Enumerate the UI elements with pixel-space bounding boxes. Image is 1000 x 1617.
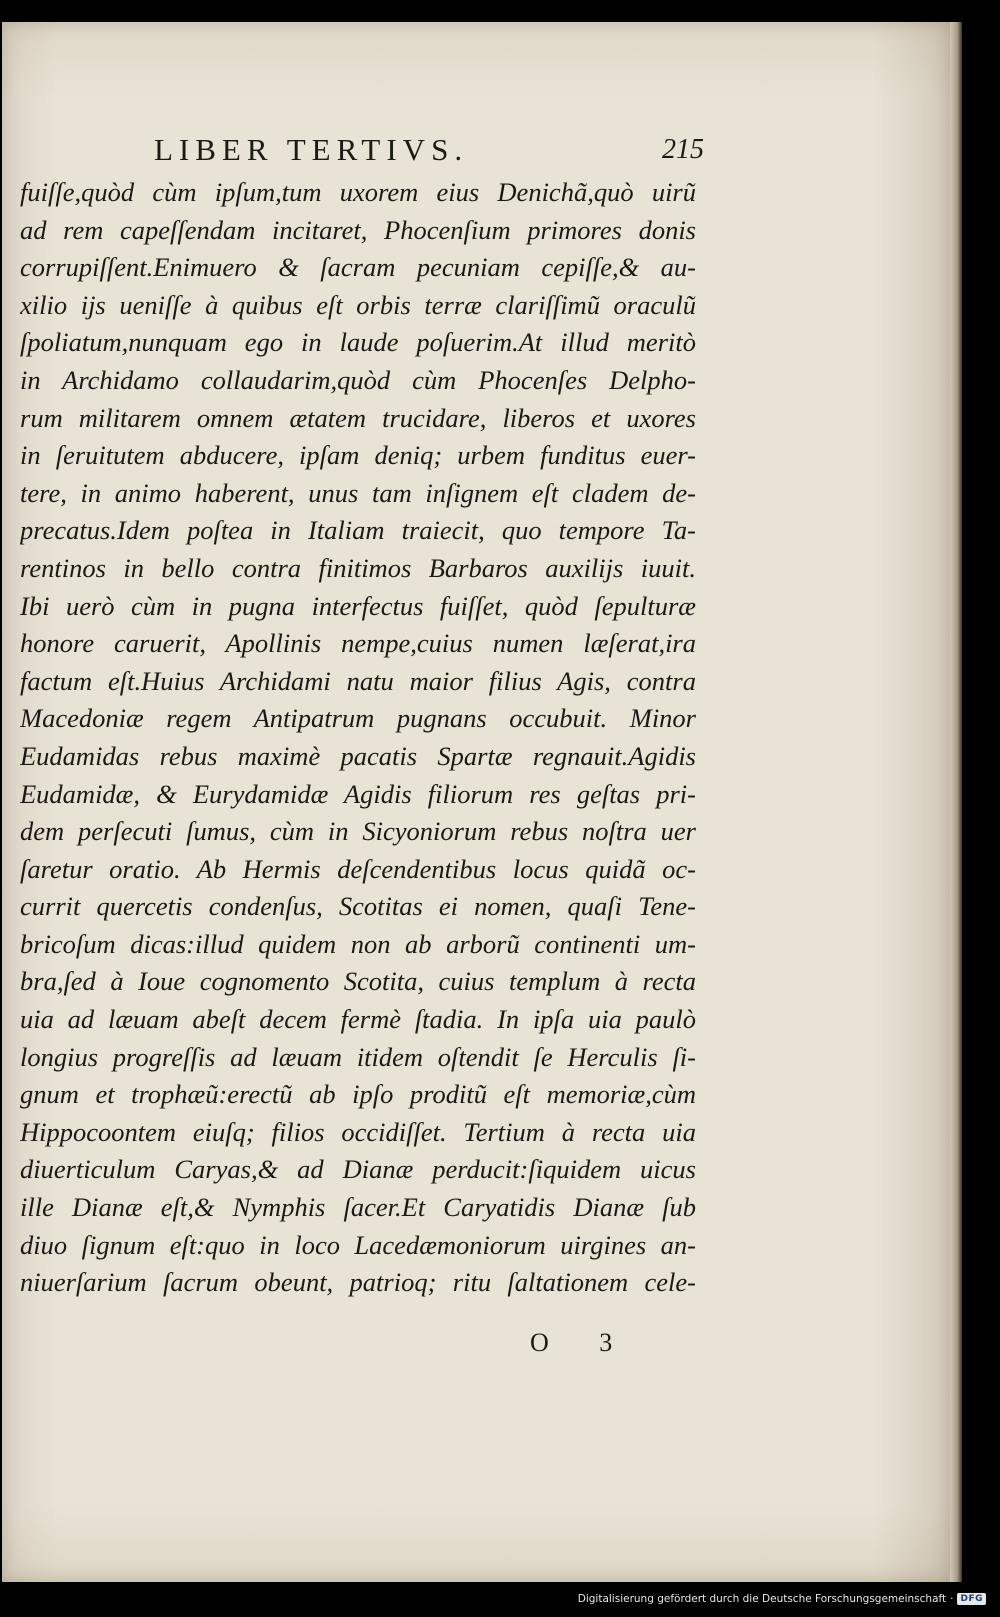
text-line: Macedoniæ regem Antipatrum pugnans occubuit. Minor [20, 703, 696, 734]
book-page [2, 22, 950, 1582]
text-line: rum militarem omnem ætatem trucidare, liberos et uxores [20, 402, 696, 433]
funding-credit-text: Digitalisierung gefördert durch die Deutsche Forschungsgemeinschaft [577, 1593, 947, 1605]
text-line: diuo ſignum eſt:quo in loco Lacedæmoniorum uirgines an- [20, 1229, 696, 1260]
page-number: 215 [662, 134, 704, 165]
text-line: tere, in animo haberent, unus tam inſignem eſt cladem de- [20, 477, 696, 508]
text-line: diuerticulum Caryas,& ad Dianæ perducit:ſiquidem uicus [20, 1154, 696, 1185]
text-line: precatus.Idem poſtea in Italiam traiecit, quo tempore Ta- [20, 515, 696, 546]
text-line: factum eſt.Huius Archidami natu maior filius Agis, contra [20, 665, 696, 696]
text-line: Eudamidas rebus maximè pacatis Spartæ regnauit.Agidis [20, 740, 696, 771]
text-line: fuiſſe,quòd cùm ipſum,tum uxorem eius Denichã,quò uirũ [20, 177, 696, 207]
text-line: gnum et trophæũ:erectũ ab ipſo proditũ eſt memoriæ,cùm [20, 1079, 696, 1110]
text-line: bricoſum dicas:illud quidem non ab arborũ continenti um- [20, 928, 696, 959]
text-line: ad rem capeſſendam incitaret, Phocenſium primores donis [20, 214, 696, 245]
text-line: in Archidamo collaudarim,quòd cùm Phocenſes Delpho- [20, 364, 696, 395]
text-line: longius progreſſis ad læuam itidem oſtendit ſe Herculis ſi- [20, 1041, 696, 1072]
text-line: uia ad læuam abeſt decem fermè ſtadia. In ipſa uia paulò [20, 1004, 696, 1035]
text-line: corrupiſſent.Enimuero & ſacram pecuniam cepiſſe,& au- [20, 252, 696, 283]
text-line: rentinos in bello contra finitimos Barbaros auxilijs iuuit. [20, 552, 696, 583]
text-line: Eudamidæ, & Eurydamidæ Agidis filiorum res geſtas pri- [20, 778, 696, 809]
funding-credit: Digitalisierung gefördert durch die Deutsche Forschungsgemeinschaft · DFG [578, 1593, 986, 1605]
dfg-logo: DFG [957, 1593, 986, 1605]
text-line: ille Dianæ eſt,& Nymphis ſacer.Et Caryatidis Dianæ ſub [20, 1192, 696, 1223]
running-head: LIBER TERTIVS. [154, 132, 469, 167]
signature-mark: O 3 [530, 1328, 635, 1357]
text-block [20, 174, 720, 1302]
page-edge [950, 22, 962, 1582]
text-line: currit quercetis condenſus, Scotitas ei nomen, quaſi Tene- [20, 891, 696, 922]
text-line: ſpoliatum,nunquam ego in laude poſuerim.At illud meritò [20, 327, 696, 358]
text-line: Ibi uerò cùm in pugna interfectus fuiſſet, quòd ſepulturæ [20, 590, 696, 621]
text-line: honore caruerit, Apollinis nempe,cuius numen læſerat,ira [20, 628, 696, 659]
text-line: Hippocoontem eiuſq; filios occidiſſet. Tertium à recta uia [20, 1116, 696, 1147]
text-line: ſaretur oratio. Ab Hermis deſcendentibus locus quidã oc- [20, 853, 696, 884]
text-line: niuerſarium ſacrum obeunt, patrioq; ritu ſaltationem cele- [20, 1267, 696, 1298]
text-line: in ſeruitutem abducere, ipſam deniq; urbem funditus euer- [20, 440, 696, 471]
text-line: bra,ſed à Ioue cognomento Scotita, cuius templum à recta [20, 966, 696, 997]
text-line: dem perſecuti ſumus, cùm in Sicyoniorum rebus noſtra uer [20, 816, 696, 847]
text-line: xilio ijs ueniſſe à quibus eſt orbis terræ clariſſimũ oraculũ [20, 289, 696, 320]
